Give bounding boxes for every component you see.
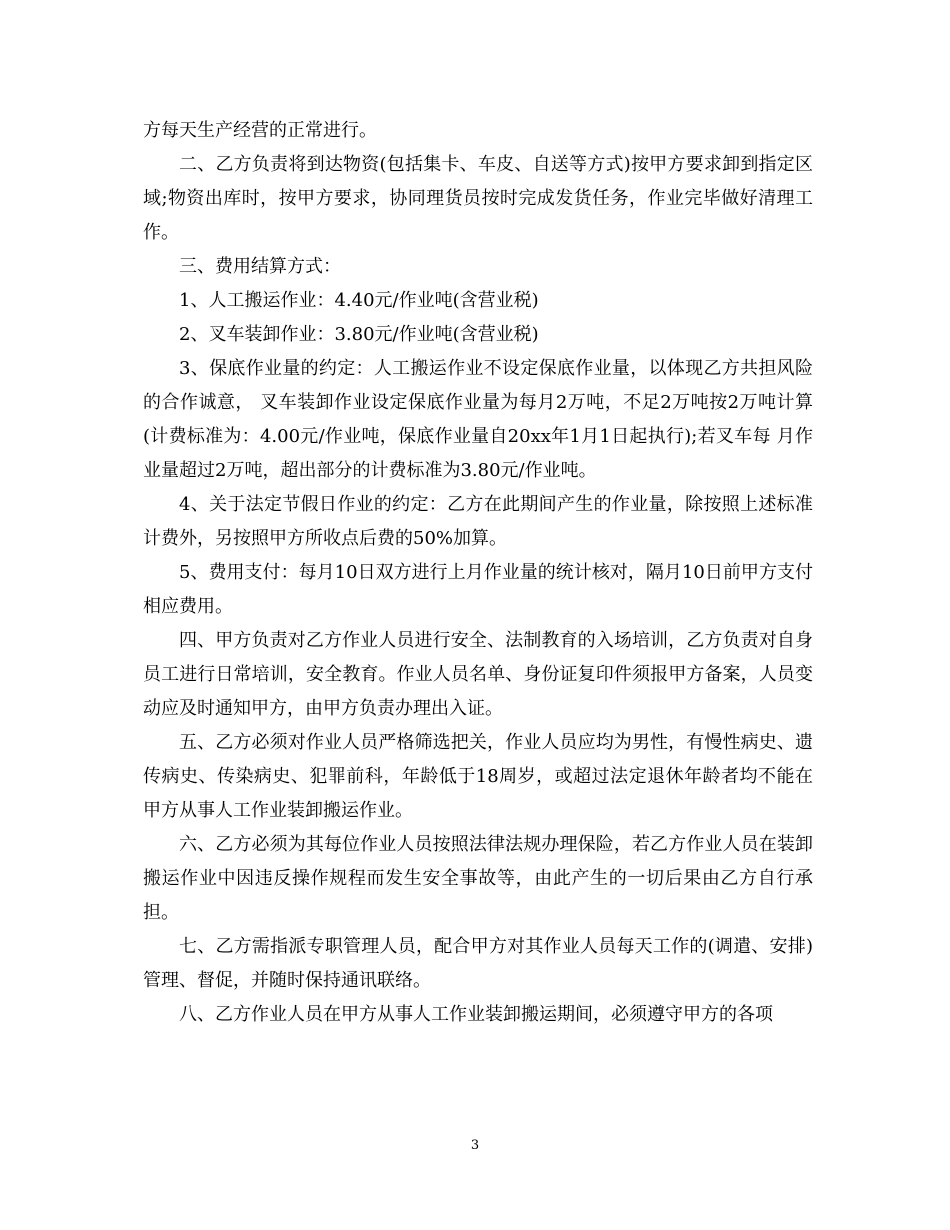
paragraph-clause-6: 六、乙方必须为其每位作业人员按照法律法规办理保险，若乙方作业人员在装卸搬运作业中因违反操作规程而发生安全事故等，由此产生的一切后果由乙方自行承担。 [143,834,813,923]
paragraph-clause-7: 七、乙方需指派专职管理人员，配合甲方对其作业人员每天工作的(调遣、安排)管理、督促，并随时保持通讯联络。 [143,936,813,991]
document-body [143,114,813,1032]
paragraph-clause-5: 五、乙方必须对作业人员严格筛选把关，作业人员应均为男性，有慢性病史、遗传病史、传染病史、犯罪前科，年龄低于18周岁，或超过法定退休年龄者均不能在甲方从事人工作业装卸搬运作业。 [143,732,813,821]
page-number: 3 [470,1138,480,1153]
paragraph-clause-3-heading: 三、费用结算方式： [179,256,341,277]
paragraph-clause-2: 二、乙方负责将到达物资(包括集卡、车皮、自送等方式)按甲方要求卸到指定区域;物资出库时，按甲方要求，协同理货员按时完成发货任务，作业完毕做好清理工作。 [143,154,813,243]
paragraph-continuation: 方每天生产经营的正常进行。 [143,120,377,141]
paragraph-clause-3-item-3: 3、保底作业量的约定：人工搬运作业不设定保底作业量，以体现乙方共担风险的合作诚意， 叉车装卸作业设定保底作业量为每月2万吨，不足2万吨按2万吨计算(计费标准为：4.00元/作业吨，保底作业量自20xx年1月1日起执行);若叉车每 月作业量超过2万吨，超出部分的计费标准为3.80元/作业吨。 [143,358,813,481]
paragraph-clause-3-item-4: 4、关于法定节假日作业的约定：乙方在此期间产生的作业量，除按照上述标准计费外，另按照甲方所收点后费的50%加算。 [143,494,813,549]
paragraph-clause-8: 八、乙方作业人员在甲方从事人工作业装卸搬运期间，必须遵守甲方的各项 [179,1004,773,1025]
paragraph-clause-3-item-1: 1、人工搬运作业：4.40元/作业吨(含营业税) [179,290,539,311]
paragraph-clause-3-item-5: 5、费用支付：每月10日双方进行上月作业量的统计核对，隔月10日前甲方支付相应费用。 [143,562,813,617]
paragraph-clause-3-item-2: 2、叉车装卸作业：3.80元/作业吨(含营业税) [179,324,539,345]
paragraph-clause-4: 四、甲方负责对乙方作业人员进行安全、法制教育的入场培训，乙方负责对自身员工进行日常培训，安全教育。作业人员名单、身份证复印件须报甲方备案，人员变动应及时通知甲方，由甲方负责办理出入证。 [143,630,813,719]
